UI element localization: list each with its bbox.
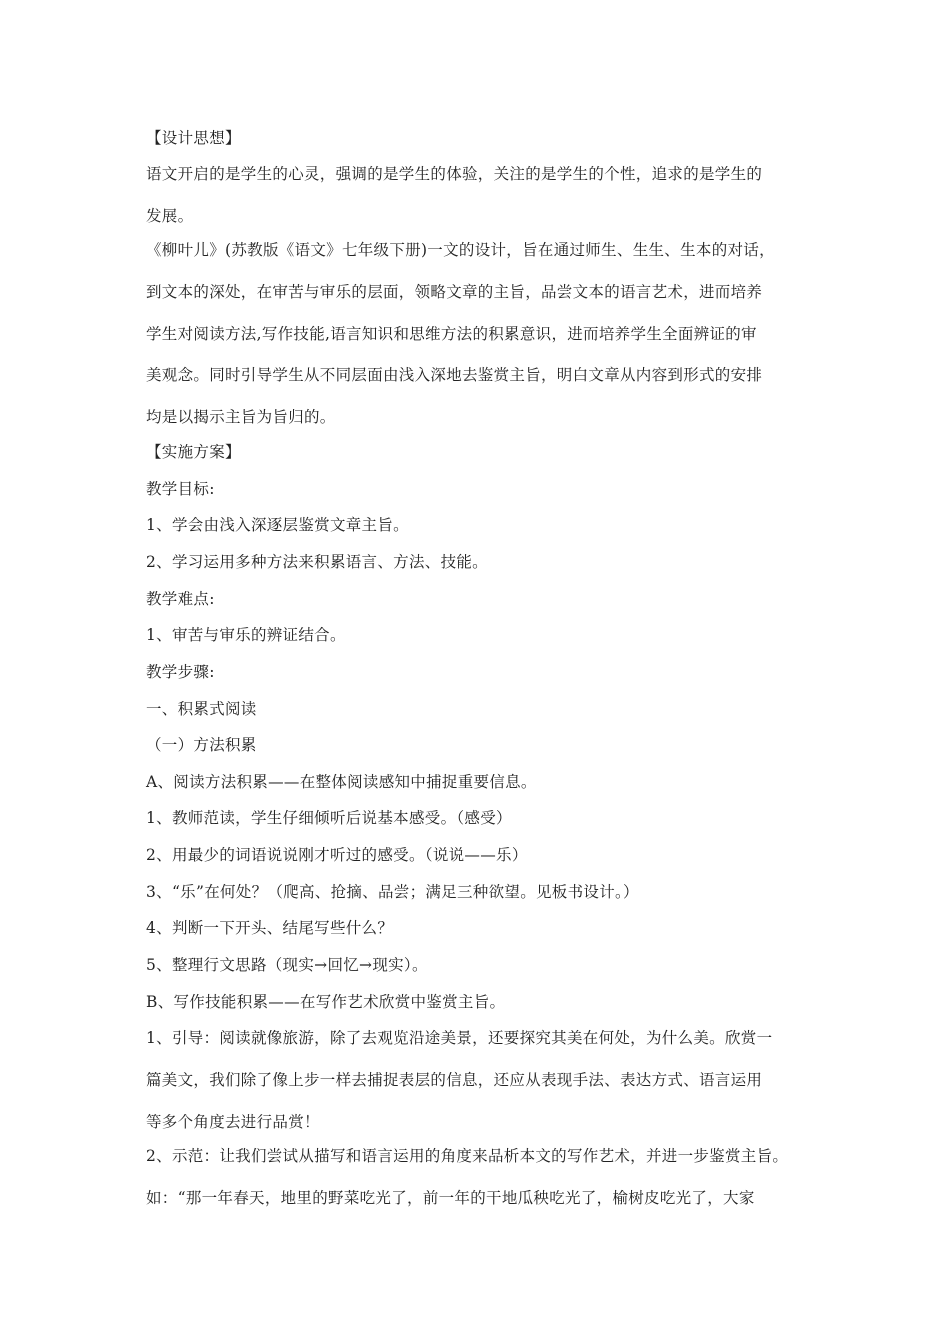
paragraph-line: 美观念。同时引导学生从不同层面由浅入深地去鉴赏主旨，明白文章从内容到形式的安排: [146, 366, 763, 384]
list-item: 2、学习运用多种方法来积累语言、方法、技能。: [146, 553, 488, 571]
subheading-teaching-steps: 教学步骤:: [146, 663, 215, 681]
list-item: 3、“乐”在何处？（爬高、抢摘、品尝；满足三种欲望。见板书设计。）: [146, 883, 639, 901]
section-heading-design-idea: 【设计思想】: [146, 129, 241, 147]
list-item: 1、教师范读，学生仔细倾听后说基本感受。（感受）: [146, 809, 512, 827]
list-item: 5、整理行文思路（现实→回忆→现实）。: [146, 956, 428, 974]
paragraph-line: 发展。: [146, 207, 194, 225]
subheading-teaching-goals: 教学目标:: [146, 480, 215, 498]
subheading-teaching-difficulties: 教学难点:: [146, 590, 215, 608]
paragraph-line: 语文开启的是学生的心灵，强调的是学生的体验，关注的是学生的个性，追求的是学生的: [146, 165, 763, 183]
step-item: B、写作技能积累——在写作艺术欣赏中鉴赏主旨。: [146, 993, 506, 1011]
step-subheading: （一）方法积累: [146, 736, 257, 754]
list-item: 4、判断一下开头、结尾写些什么？: [146, 919, 394, 937]
section-heading-implementation: 【实施方案】: [146, 443, 241, 461]
paragraph-line: 到文本的深处，在审苦与审乐的层面，领略文章的主旨，品尝文本的语言艺术，进而培养: [146, 283, 763, 301]
paragraph-line: 如：“那一年春天，地里的野菜吃光了，前一年的干地瓜秧吃光了，榆树皮吃光了，大家: [146, 1189, 755, 1207]
list-item: 1、学会由浅入深逐层鉴赏文章主旨。: [146, 516, 409, 534]
step-heading: 一、积累式阅读: [146, 700, 257, 718]
list-item: 1、引导：阅读就像旅游，除了去观览沿途美景，还要探究其美在何处，为什么美。欣赏一: [146, 1029, 773, 1047]
step-item: A、阅读方法积累——在整体阅读感知中捕捉重要信息。: [146, 773, 537, 791]
list-item: 2、示范：让我们尝试从描写和语言运用的角度来品析本文的写作艺术，并进一步鉴赏主旨。: [146, 1147, 789, 1165]
paragraph-line: 学生对阅读方法,写作技能,语言知识和思维方法的积累意识，进而培养学生全面辨证的审: [146, 325, 757, 343]
paragraph-line: 均是以揭示主旨为旨归的。: [146, 408, 336, 426]
paragraph-line: 等多个角度去进行品赏！: [146, 1113, 320, 1131]
paragraph-line: 《柳叶儿》(苏教版《语文》七年级下册)一文的设计，旨在通过师生、生生、生本的对话，: [146, 241, 775, 259]
paragraph-line: 篇美文，我们除了像上步一样去捕捉表层的信息，还应从表现手法、表达方式、语言运用: [146, 1071, 763, 1089]
list-item: 2、用最少的词语说说刚才听过的感受。（说说——乐）: [146, 846, 528, 864]
list-item: 1、审苦与审乐的辨证结合。: [146, 626, 346, 644]
